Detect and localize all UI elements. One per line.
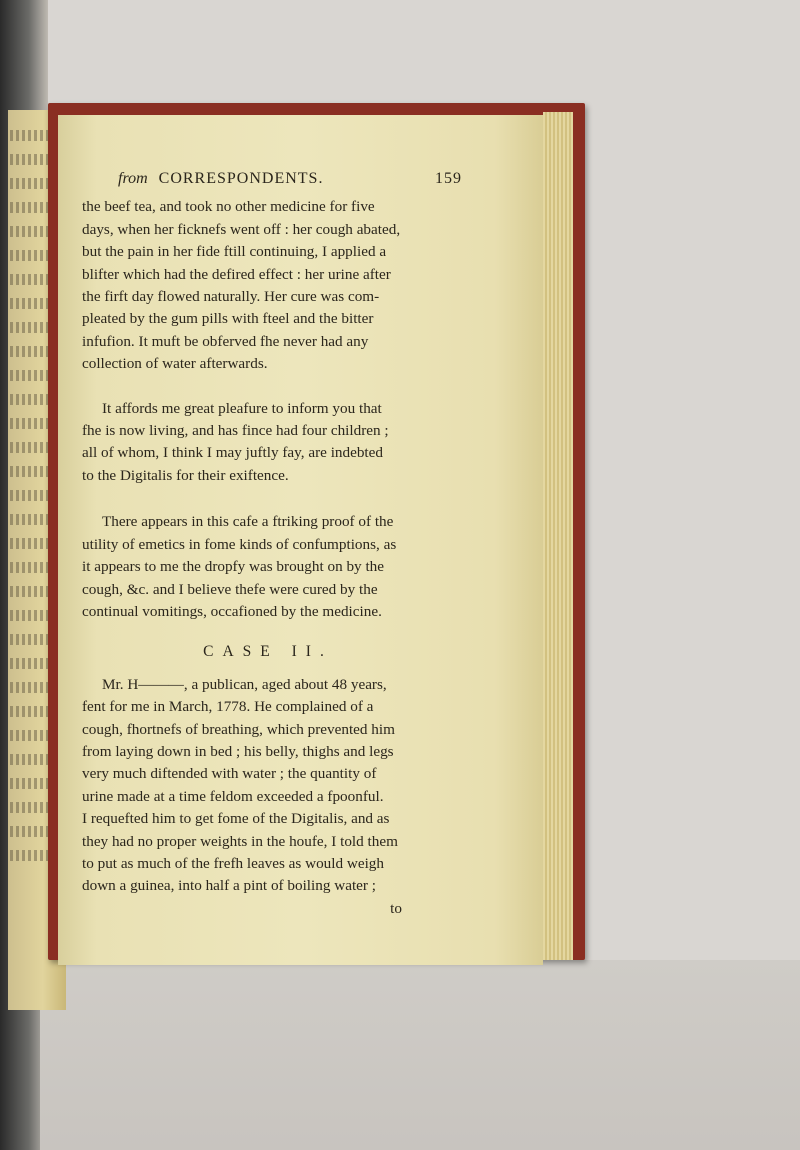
text-line: the firft day flowed naturally. Her cure was com- [82,288,380,306]
text-line: collection of water afterwards. [82,355,268,373]
scanner-background-bottom [40,960,800,1150]
text-line: urine made at a time feldom exceeded a fpoonful. [82,787,384,805]
paragraph-1 [82,196,454,375]
text-line: to the Digitalis for their exiftence. [82,466,289,484]
case-heading: CASE II. [203,643,333,661]
text-line: cough, &c. and I believe thefe were cured by the [82,580,378,598]
running-head [118,168,462,190]
text-line: they had no proper weights in the houfe, I told them [82,832,398,850]
text-line: There appears in this cafe a ftriking proof of the [102,513,394,531]
case-paragraph [82,674,454,898]
page-number: 159 [435,170,462,187]
paragraph-3 [82,511,454,623]
text-line: from laying down in bed ; his belly, thighs and legs [82,742,394,760]
text-line: continual vomitings, occafioned by the medicine. [82,602,382,620]
text-line: but the pain in her fide ftill continuing, I applied a [82,243,387,261]
text-line: all of whom, I think I may juftly fay, are indebted [82,444,383,462]
text-line: very much diftended with water ; the quantity of [82,765,377,783]
text-line: pleated by the gum pills with fteel and the bitter [82,310,374,328]
text-line: down a guinea, into half a pint of boiling water ; [82,877,376,895]
catchword: to [390,899,402,917]
text-line: it appears to me the dropfy was brought on by the [82,558,384,576]
text-line: blifter which had the defired effect : her urine after [82,265,391,283]
running-head-title: CORRESPONDENTS. [158,170,324,187]
text-line: to put as much of the frefh leaves as would weigh [82,854,384,872]
text-line: fhe is now living, and has fince had four children ; [82,422,389,440]
text-line: days, when her ficknefs went off : her cough abated, [82,220,401,238]
page-edges [543,112,573,960]
running-head-prefix: from [118,170,148,187]
text-line: utility of emetics in fome kinds of confumptions, as [82,535,397,553]
text-line: I requefted him to get fome of the Digitalis, and as [82,810,390,828]
text-line: the beef tea, and took no other medicine for five [82,198,375,216]
paragraph-2 [82,398,454,488]
page-text [82,168,462,920]
text-line: cough, fhortnefs of breathing, which prevented him [82,720,395,738]
text-line: fent for me in March, 1778. He complained of a [82,698,374,716]
text-line: Mr. H———, a publican, aged about 48 years, [102,675,387,693]
text-line: infufion. It muft be obferved fhe never had any [82,332,369,350]
text-line: It affords me great pleafure to inform you that [102,399,382,417]
